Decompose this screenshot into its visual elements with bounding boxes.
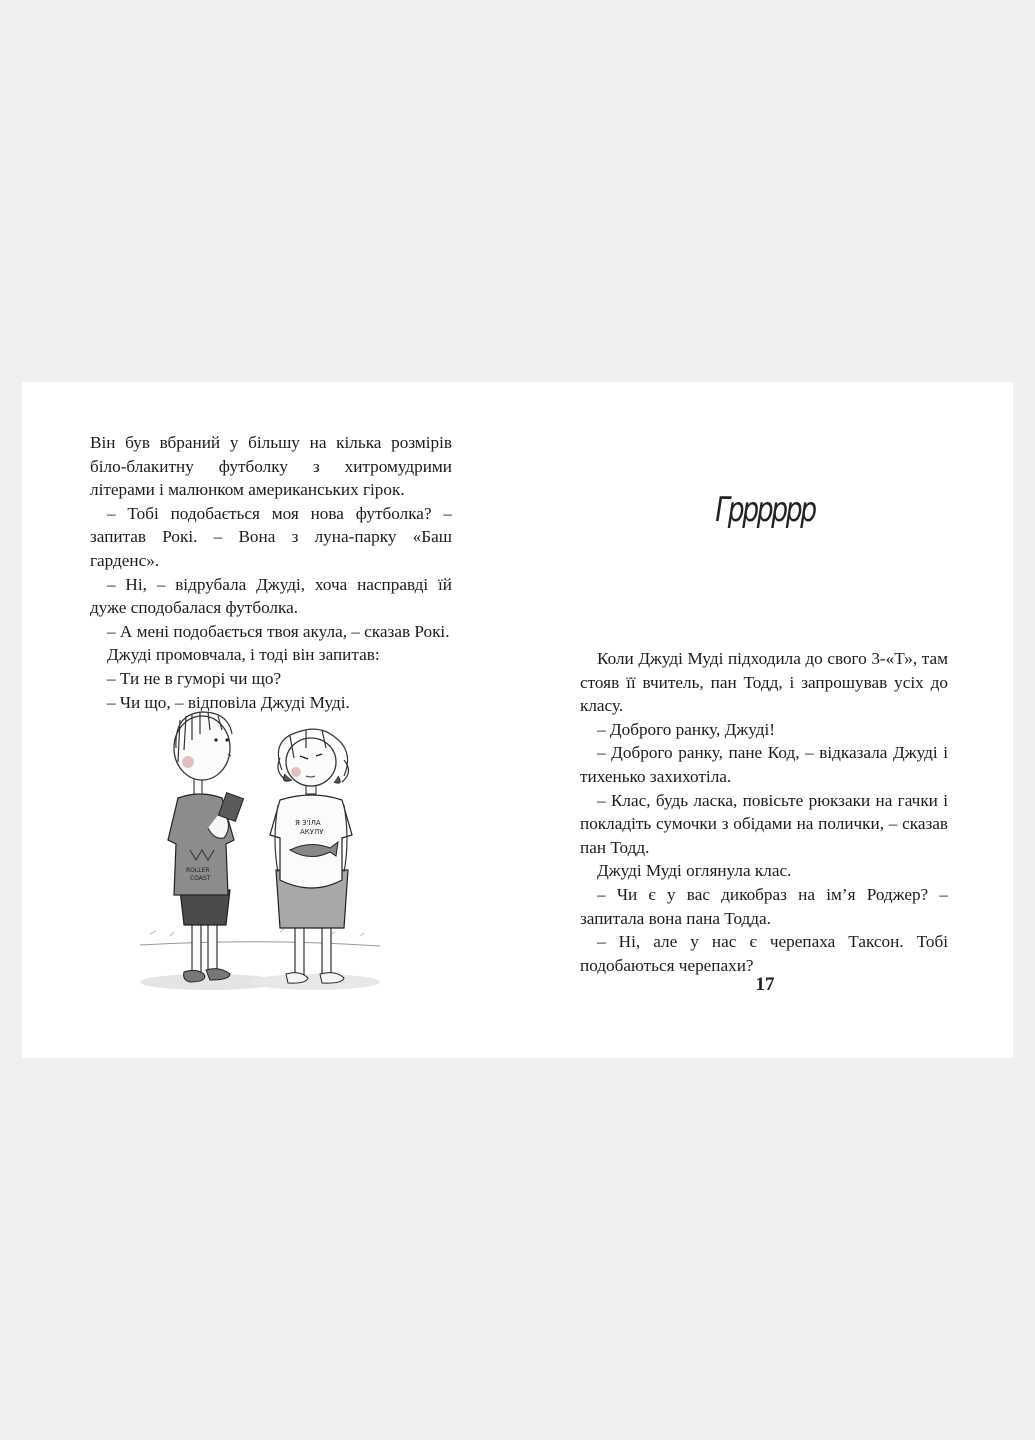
paragraph: – Доброго ранку, Джуді! bbox=[597, 719, 775, 739]
book-spread bbox=[22, 382, 1013, 1058]
paragraph: – Чи є у вас дикобраз на ім’я Роджер? – запитала вона пана Тодда. bbox=[580, 884, 948, 928]
paragraph: – Ні, але у нас є черепаха Таксон. Тобі подобаються черепахи? bbox=[580, 932, 948, 975]
paragraph: – Ні, – відрубала Джуді, хоча насправді їй дуже сподобалася футболка. bbox=[90, 574, 452, 618]
paragraph: Коли Джуді Муді підходила до свого 3-«Т», там стояв її вчитель, пан Тодд, і запрошував усіх до класу. bbox=[580, 649, 948, 716]
paragraph: Джуді промовчала, і тоді він запитав: bbox=[107, 645, 380, 665]
page-number: 17 bbox=[755, 974, 775, 995]
chapter-title: Грррррр bbox=[715, 490, 815, 530]
left-page bbox=[22, 382, 517, 1058]
paragraph: Джуді Муді оглянула клас. bbox=[597, 861, 792, 881]
paragraph: – Доброго ранку, пане Код, – відказала Джуді і тихенько захихотіла. bbox=[580, 743, 948, 786]
paragraph: – Ти не в гуморі чи що? bbox=[107, 668, 282, 688]
svg-text:АКУЛУ: АКУЛУ bbox=[300, 828, 324, 836]
right-page bbox=[517, 382, 1013, 1058]
girl-figure bbox=[270, 729, 352, 983]
right-page-text bbox=[580, 647, 948, 977]
svg-text:COAST: COAST bbox=[190, 875, 211, 882]
paragraph: – Тобі подобається моя нова футболка? – запитав Рокі. – Вона з луна-парку «Баш гарденс». bbox=[90, 503, 452, 570]
ground bbox=[140, 929, 380, 946]
paragraph: – Клас, будь ласка, повісьте рюкзаки на гачки і покладіть сумочки з обідами на полички, – сказав пан Тодд. bbox=[580, 790, 948, 857]
svg-text:ROLLER: ROLLER bbox=[186, 867, 210, 874]
left-page-text bbox=[90, 431, 452, 714]
svg-text:Я З'ЇЛА: Я З'ЇЛА bbox=[295, 819, 321, 827]
paragraph: – Чи що, – відповіла Джуді Муді. bbox=[107, 692, 350, 712]
paragraph: – А мені подобається твоя акула, – сказав Рокі. bbox=[107, 621, 450, 641]
paragraph: Він був вбраний у більшу на кілька розмірів біло-блакитну футболку з хитромудрими літерами і малюнком американських гірок. bbox=[90, 433, 452, 500]
children-illustration bbox=[130, 700, 392, 1000]
